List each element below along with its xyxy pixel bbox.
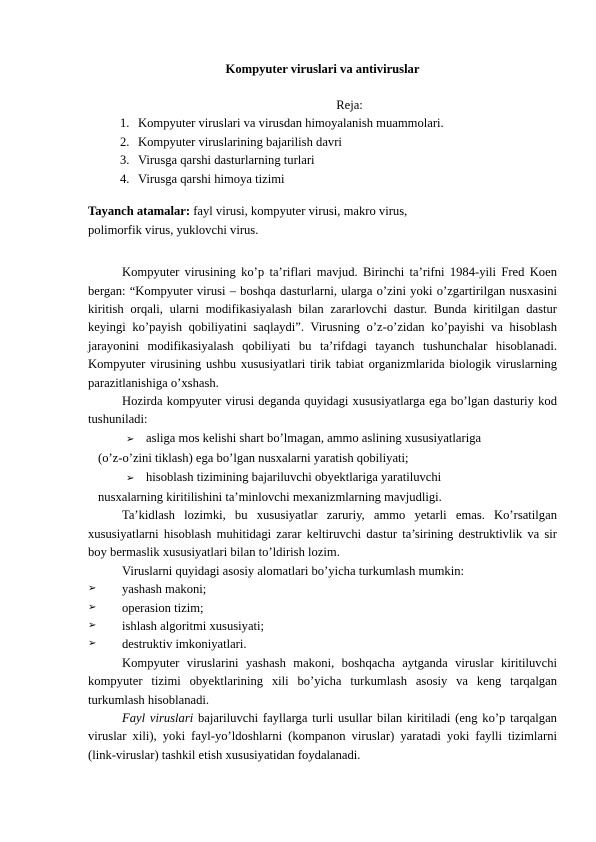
arrow-bullet-icon: ➢	[88, 583, 97, 595]
arrow-bullet-icon: ➢	[88, 619, 97, 631]
paragraph-note: Ta’kidlash lozimki, bu xususiyatlar zaruriy, ammo yetarli emas. Ko’rsatilgan xususiyatlarni hisoblash muhitidagi zarar keltiruvchi dastur ta’sirining destruktivlik va sir boy bermaslik xususiyatlari bilan to’ldirish lozim.	[88, 508, 557, 560]
paragraph-properties-intro: Hozirda kompyuter virusi deganda quyidagi xususiyatlarga ega bo’lgan dasturiy kod tushuniladi:	[88, 394, 557, 427]
criteria-item: ➢ yashash makoni;	[88, 580, 557, 598]
paragraph-definition: Kompyuter virusining ko’p ta’riflari mavjud. Birinchi ta’rifni 1984-yili Fred Koen bergan: “Kompyuter virusi – boshqa dasturlarni, ularga o’zini yoki o’zgartirilgan nusxasini kiritish orqali, ularni modifikasiyalash bilan zararlovchi dastur. Bunda kiritilgan dastur keyingi ko’payish qobiliyatini saqlaydi”. Virusning o’z-o’zidan ko’payishi va hisoblash jarayonini modifikasiyalash qobiliyati bu ta’rifdagi tayanch tushunchalar hisoblanadi. Kompyuter virusining ushbu xususiyatlari tirik tabiat organizmlarida biologik viruslarning parazitlanishiga o’xshash.	[88, 265, 557, 390]
criteria-list	[88, 580, 557, 654]
criteria-item: ➢ operasion tizim;	[88, 599, 557, 617]
criteria-item: ➢ destruktiv imkoniyatlari.	[88, 635, 557, 653]
file-viruses-term: Fayl viruslari	[122, 710, 194, 725]
paragraph-classification-intro: Viruslarni quyidagi asosiy alomatlari bo’yicha turkumlash mumkin:	[122, 563, 465, 578]
plan-item: 4. Virusga qarshi himoya tizimi	[120, 171, 285, 186]
arrow-bullet-icon: ➢	[126, 433, 135, 445]
arrow-bullet-icon: ➢	[126, 472, 135, 484]
criteria-item: ➢ ishlash algoritmi xususiyati;	[88, 617, 557, 635]
plan-item: 3. Virusga qarshi dasturlarning turlari	[120, 153, 315, 168]
document-title: Kompyuter viruslari va antiviruslar	[225, 62, 420, 76]
keywords-text-cont: polimorfik virus, yuklovchi virus.	[88, 222, 259, 237]
plan-list	[88, 114, 557, 188]
arrow-bullet-icon: ➢	[88, 601, 97, 613]
bullet-item: ➢ asliga mos kelishi shart bo’lmagan, ammo aslining xususiyatlariga	[88, 429, 557, 449]
plan-item: 1. Kompyuter viruslari va virusdan himoyalanish muammolari.	[120, 116, 444, 130]
paragraph-habitat: Kompyuter viruslarini yashash makoni, boshqacha aytganda viruslar kiritiluvchi kompyuter tizimi obyektlarining xili bo’yicha turkumlash asosiy va keng tarqalgan turkumlash hisoblanadi.	[88, 655, 557, 707]
keywords-text: fayl virusi, kompyuter virusi, makro virus,	[190, 204, 408, 219]
bullet-item-cont: (o’z-o’zini tiklash) ega bo’lgan nusxalarni yaratish qobiliyati;	[98, 451, 409, 466]
keywords-block	[88, 202, 557, 239]
plan-item: 2. Kompyuter viruslarining bajarilish davri	[120, 134, 342, 149]
bullet-item: ➢ hisoblash tizimining bajariluvchi obyektlariga yaratiluvchi	[88, 468, 557, 488]
arrow-bullet-icon: ➢	[88, 638, 97, 650]
keywords-label: Tayanch atamalar:	[88, 204, 191, 219]
plan-heading: Reja:	[336, 98, 363, 112]
document-page	[88, 60, 557, 764]
bullet-item-cont: nusxalarning kiritilishini ta’minlovchi mexanizmlarning mavjudligi.	[98, 490, 442, 505]
paragraph-file-viruses: Fayl viruslari bajariluvchi fayllarga turli usullar bilan kiritiladi (eng ko’p tarqalgan viruslar xili), yoki fayl-yo’ldoshlarni (kompanon viruslar) yaratadi yoki faylli tizimlarni (link-viruslar) tashkil etish xususiyatidan foydalanadi.	[88, 710, 557, 762]
